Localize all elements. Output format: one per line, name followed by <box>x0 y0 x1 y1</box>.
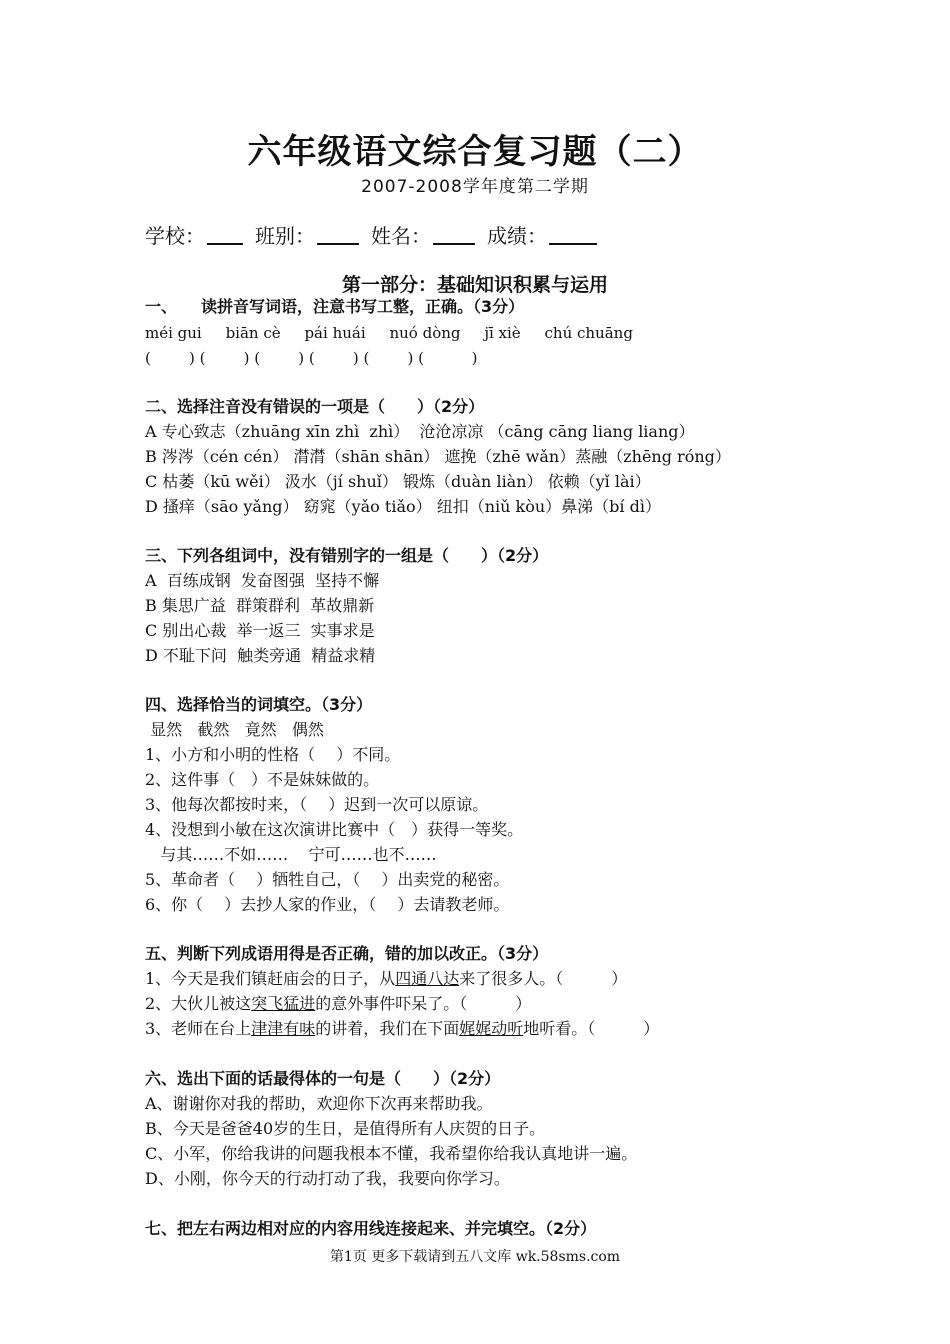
q4-word-bank-2: 与其……不如…… 宁可……也不…… <box>145 845 437 864</box>
q2-option-a: A 专心致志（zhuāng xīn zhì zhì） 沧沧凉凉 （cāng cāng liang liang） <box>145 422 695 441</box>
q3-option-a: A 百练成钢 发奋图强 坚持不懈 <box>145 571 380 590</box>
q4-item-4: 4、没想到小敏在这次演讲比赛中（ ）获得一等奖。 <box>145 820 524 839</box>
q3-option-b: B 集思广益 群策群利 革故鼎新 <box>145 596 375 615</box>
page-title: 六年级语文综合复习题（二） <box>247 132 703 172</box>
score-blank <box>549 225 597 245</box>
q4-item-6: 6、你（ ）去抄人家的作业，（ ）去请教老师。 <box>145 895 510 914</box>
q5-heading: 五、判断下列成语用得是否正确，错的加以改正。（3分） <box>145 944 549 963</box>
q5-item-3-idiom-a: 津津有味 <box>251 1019 316 1038</box>
q5-item-2-post: 的意外事件吓呆了。（ ） <box>315 994 532 1013</box>
q3-option-d: D 不耻下问 触类旁通 精益求精 <box>145 646 376 665</box>
student-info-row <box>145 220 609 249</box>
q1-blanks: ( ) ( ) ( ) ( ) ( ) ( ) <box>145 349 478 367</box>
q3-option-c: C 别出心裁 举一返三 实事求是 <box>145 621 375 640</box>
q4-item-2: 2、这件事（ ）不是妹妹做的。 <box>145 770 380 789</box>
q5-item-2 <box>145 994 531 1014</box>
q2-option-b: B 涔涔（cén cén） 潸潸（shān shān） 遮挽（zhē wǎn）蒸融（zhēng róng） <box>145 447 731 466</box>
q5-item-3 <box>145 1019 659 1039</box>
name-blank <box>433 225 475 245</box>
q5-item-1-post: 来了很多人。（ ） <box>459 969 628 988</box>
part-one-title: 第一部分：基础知识积累与运用 <box>341 274 608 296</box>
q5-item-2-pre: 2、大伙儿被这 <box>145 994 252 1013</box>
q6-option-a: A、谢谢你对我的帮助，欢迎你下次再来帮助我。 <box>145 1094 493 1113</box>
q5-item-1 <box>145 969 627 989</box>
q6-option-d: D、小刚，你今天的行动打动了我，我要向你学习。 <box>145 1169 510 1188</box>
class-label: 班别： <box>255 224 315 248</box>
q5-item-3-mid: 的讲着，我们在下面 <box>315 1019 460 1038</box>
q5-item-3-pre: 3、老师在台上 <box>145 1019 252 1038</box>
name-label: 姓名： <box>371 224 431 248</box>
q5-item-3-post: 地听看。（ ） <box>523 1019 660 1038</box>
q1-heading: 一、 读拼音写词语，注意书写工整，正确。（3分） <box>145 297 525 316</box>
school-blank <box>207 225 243 245</box>
q6-option-c: C、小军，你给我讲的问题我根本不懂，我希望你给我认真地讲一遍。 <box>145 1144 638 1163</box>
q3-heading: 三、下列各组词中，没有错别字的一组是（ ）（2分） <box>145 546 549 565</box>
page-subtitle: 2007-2008学年度第二学期 <box>361 177 589 197</box>
q5-item-2-idiom: 突飞猛进 <box>251 994 316 1013</box>
page-footer: 第1页 更多下载请到五八文库 wk.58sms.com <box>329 1249 621 1265</box>
q2-heading: 二、选择注音没有错误的一项是（ ）（2分） <box>145 397 485 416</box>
q5-item-1-pre: 1、今天是我们镇赶庙会的日子，从 <box>145 969 396 988</box>
q7-heading: 七、把左右两边相对应的内容用线连接起来、并完填空。（2分） <box>145 1219 597 1238</box>
q6-option-b: B、今天是爸爸40岁的生日，是值得所有人庆贺的日子。 <box>145 1119 546 1138</box>
q4-item-1: 1、小方和小明的性格（ ）不同。 <box>145 745 401 764</box>
q4-heading: 四、选择恰当的词填空。（3分） <box>145 695 373 714</box>
q6-heading: 六、选出下面的话最得体的一句是（ ）（2分） <box>145 1069 501 1088</box>
q5-item-3-idiom-b: 娓娓动听 <box>459 1019 524 1038</box>
q4-item-5: 5、革命者（ ）牺牲自己，（ ）出卖党的秘密。 <box>145 870 510 889</box>
q5-item-1-idiom: 四通八达 <box>395 969 460 988</box>
q2-option-d: D 搔痒（sāo yǎng） 窈窕（yǎo tiǎo） 纽扣（niǔ kòu）鼻涕（bí dì） <box>145 497 661 516</box>
q2-option-c: C 枯萎（kū wěi） 汲水（jí shuǐ） 锻炼（duàn liàn） 依赖（yǐ lài） <box>145 472 651 491</box>
class-blank <box>317 225 359 245</box>
q1-pinyin: méi gui biān cè pái huái nuó dòng jī xiè chú chuāng <box>145 324 633 342</box>
school-label: 学校： <box>145 224 205 248</box>
score-label: 成绩： <box>487 224 547 248</box>
q4-item-3: 3、他每次都按时来，（ ）迟到一次可以原谅。 <box>145 795 489 814</box>
q4-word-bank-1: 显然 截然 竟然 偶然 <box>145 720 324 739</box>
